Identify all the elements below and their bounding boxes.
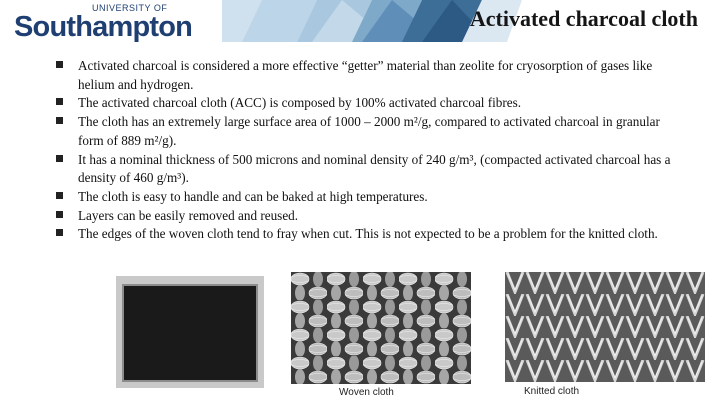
bullet-text: The edges of the woven cloth tend to fray when cut. This is not expected to be a problem for the knitted cloth. bbox=[78, 226, 658, 242]
logo-university-of: UNIVERSITY OF bbox=[92, 3, 168, 13]
woven-cloth-image bbox=[291, 272, 471, 384]
bullet-marker bbox=[56, 98, 63, 105]
bullet-text: It has a nominal thickness of 500 microns and nominal density of 240 g/m³, (compacted activated charcoal has a density of 460 g/m³). bbox=[78, 151, 671, 186]
bullet-list bbox=[56, 57, 676, 244]
slide-title: Activated charcoal cloth bbox=[469, 6, 698, 31]
black-cloth-sheet bbox=[122, 284, 258, 382]
bullet-marker bbox=[56, 61, 63, 68]
logo-southampton: Southampton bbox=[14, 11, 193, 43]
woven-cloth-caption: Woven cloth bbox=[339, 387, 394, 398]
bullet-marker bbox=[56, 155, 63, 162]
charcoal-cloth-photo bbox=[116, 276, 264, 388]
university-logo bbox=[14, 3, 214, 43]
bullet-marker bbox=[56, 229, 63, 236]
bullet-text: The cloth is easy to handle and can be baked at high temperatures. bbox=[78, 188, 428, 204]
bullet-text: Activated charcoal is considered a more effective “getter” material than zeolite for cryosorption of gases like helium and hydrogen. bbox=[78, 58, 653, 92]
bullet-text: The activated charcoal cloth (ACC) is composed by 100% activated charcoal fibres. bbox=[78, 95, 522, 111]
bullet-marker bbox=[56, 117, 63, 124]
bullet-text: Layers can be easily removed and reused. bbox=[78, 207, 299, 223]
bullet-item bbox=[56, 207, 676, 226]
bullet-item bbox=[56, 113, 676, 150]
bullet-item bbox=[56, 151, 676, 188]
bullet-item bbox=[56, 94, 676, 113]
bullet-text: The cloth has an extremely large surface area of 1000 – 2000 m²/g, compared to activated charcoal in granular form of 889 m²/g). bbox=[78, 114, 660, 148]
bullet-item bbox=[56, 225, 676, 244]
bullet-item bbox=[56, 57, 676, 94]
bullet-marker bbox=[56, 192, 63, 199]
slide-header bbox=[0, 0, 720, 44]
knitted-cloth-image bbox=[505, 272, 705, 382]
bullet-marker bbox=[56, 211, 63, 218]
bullet-item bbox=[56, 188, 676, 207]
knitted-cloth-caption: Knitted cloth bbox=[524, 386, 580, 397]
